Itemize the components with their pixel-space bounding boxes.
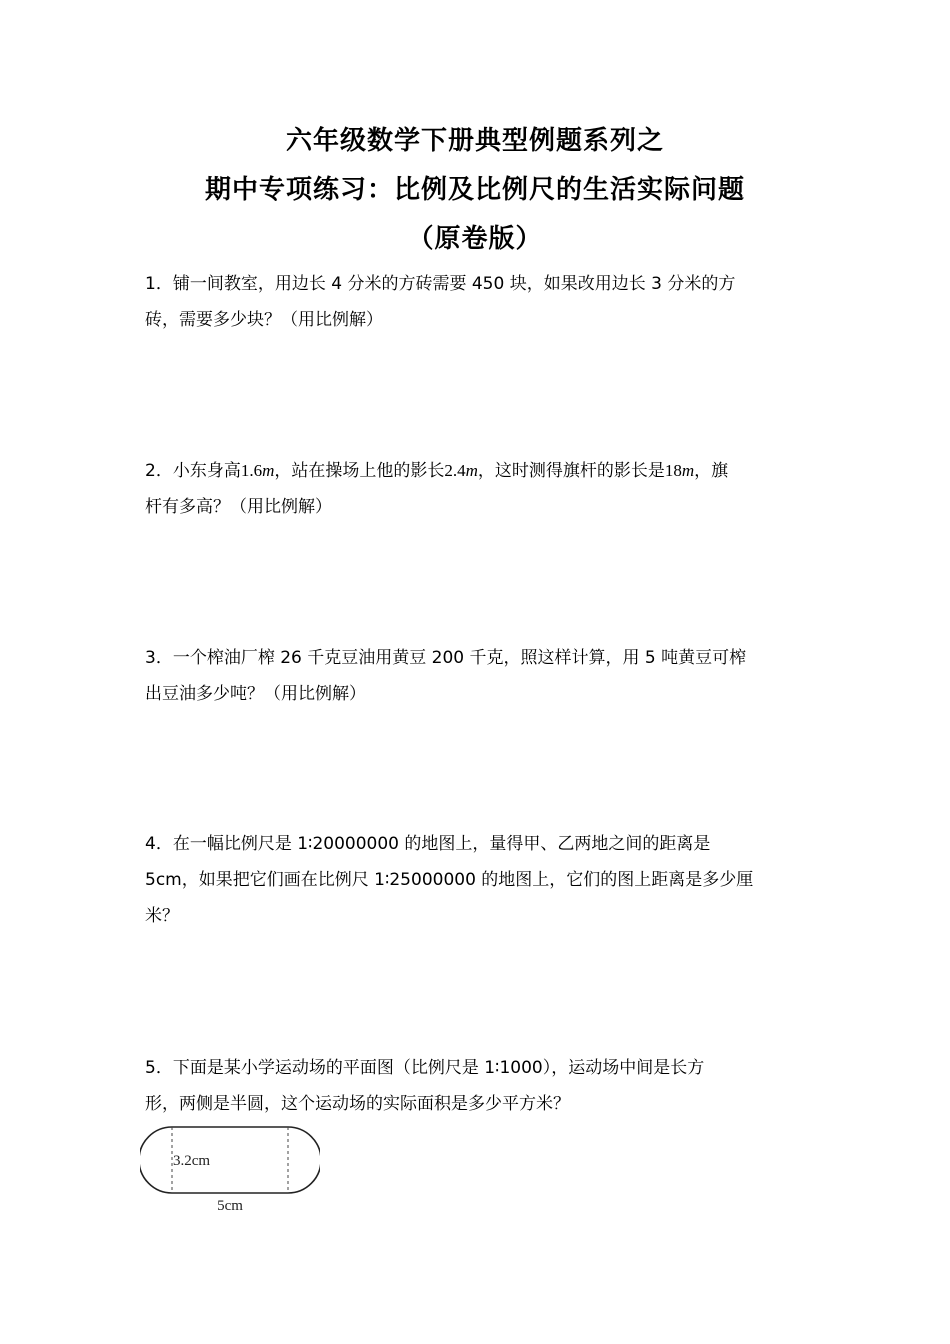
question-4-line-3: 米？ bbox=[145, 906, 179, 926]
shadow-value: 2.4m bbox=[444, 461, 478, 480]
question-5 bbox=[145, 1050, 810, 1122]
page-title-line-1: 六年级数学下册典型例题系列之 bbox=[285, 126, 664, 156]
question-2-text-c: ，这时测得旗杆的影长是 bbox=[477, 461, 665, 481]
track-outline bbox=[140, 1127, 320, 1193]
page-title-line-3: （原卷版） bbox=[407, 224, 543, 254]
flagpole-shadow-value: 18m bbox=[664, 461, 695, 480]
question-3 bbox=[145, 640, 810, 712]
question-3-line-1: 3．一个榨油厂榨 26 千克豆油用黄豆 200 千克，照这样计算，用 5 吨黄豆可榨 bbox=[145, 648, 747, 668]
question-5-line-2: 形，两侧是半圆，这个运动场的实际面积是多少平方米？ bbox=[145, 1094, 570, 1114]
question-1-line-1: 1．铺一间教室，用边长 4 分米的方砖需要 450 块，如果改用边长 3 分米的方 bbox=[145, 274, 736, 294]
question-2 bbox=[145, 453, 810, 525]
question-4 bbox=[145, 826, 810, 934]
question-2-text-d: ，旗 bbox=[694, 461, 729, 481]
page-title-line-2: 期中专项练习：比例及比例尺的生活实际问题 bbox=[204, 175, 745, 205]
question-2-line-2: 杆有多高？（用比例解） bbox=[145, 497, 332, 517]
question-2-line-1 bbox=[145, 453, 810, 489]
track-height-label: 3.2cm bbox=[173, 1153, 211, 1169]
question-5-line-1: 5．下面是某小学运动场的平面图（比例尺是 1∶1000），运动场中间是长方 bbox=[145, 1058, 705, 1078]
question-1-line-2: 砖，需要多少块？（用比例解） bbox=[145, 310, 383, 330]
height-value: 1.6m bbox=[240, 461, 275, 480]
question-1 bbox=[145, 266, 810, 338]
question-4-line-2: 5cm，如果把它们画在比例尺 1∶25000000 的地图上，它们的图上距离是多少厘 bbox=[145, 870, 754, 890]
question-3-line-2: 出豆油多少吨？（用比例解） bbox=[145, 684, 366, 704]
question-2-text-b: ，站在操场上他的影长 bbox=[274, 461, 445, 481]
question-4-line-1: 4．在一幅比例尺是 1∶20000000 的地图上，量得甲、乙两地之间的距离是 bbox=[145, 834, 711, 854]
track-length-label: 5cm bbox=[217, 1198, 243, 1214]
question-2-text-a: 2．小东身高 bbox=[145, 461, 241, 481]
track-diagram bbox=[140, 1122, 320, 1218]
